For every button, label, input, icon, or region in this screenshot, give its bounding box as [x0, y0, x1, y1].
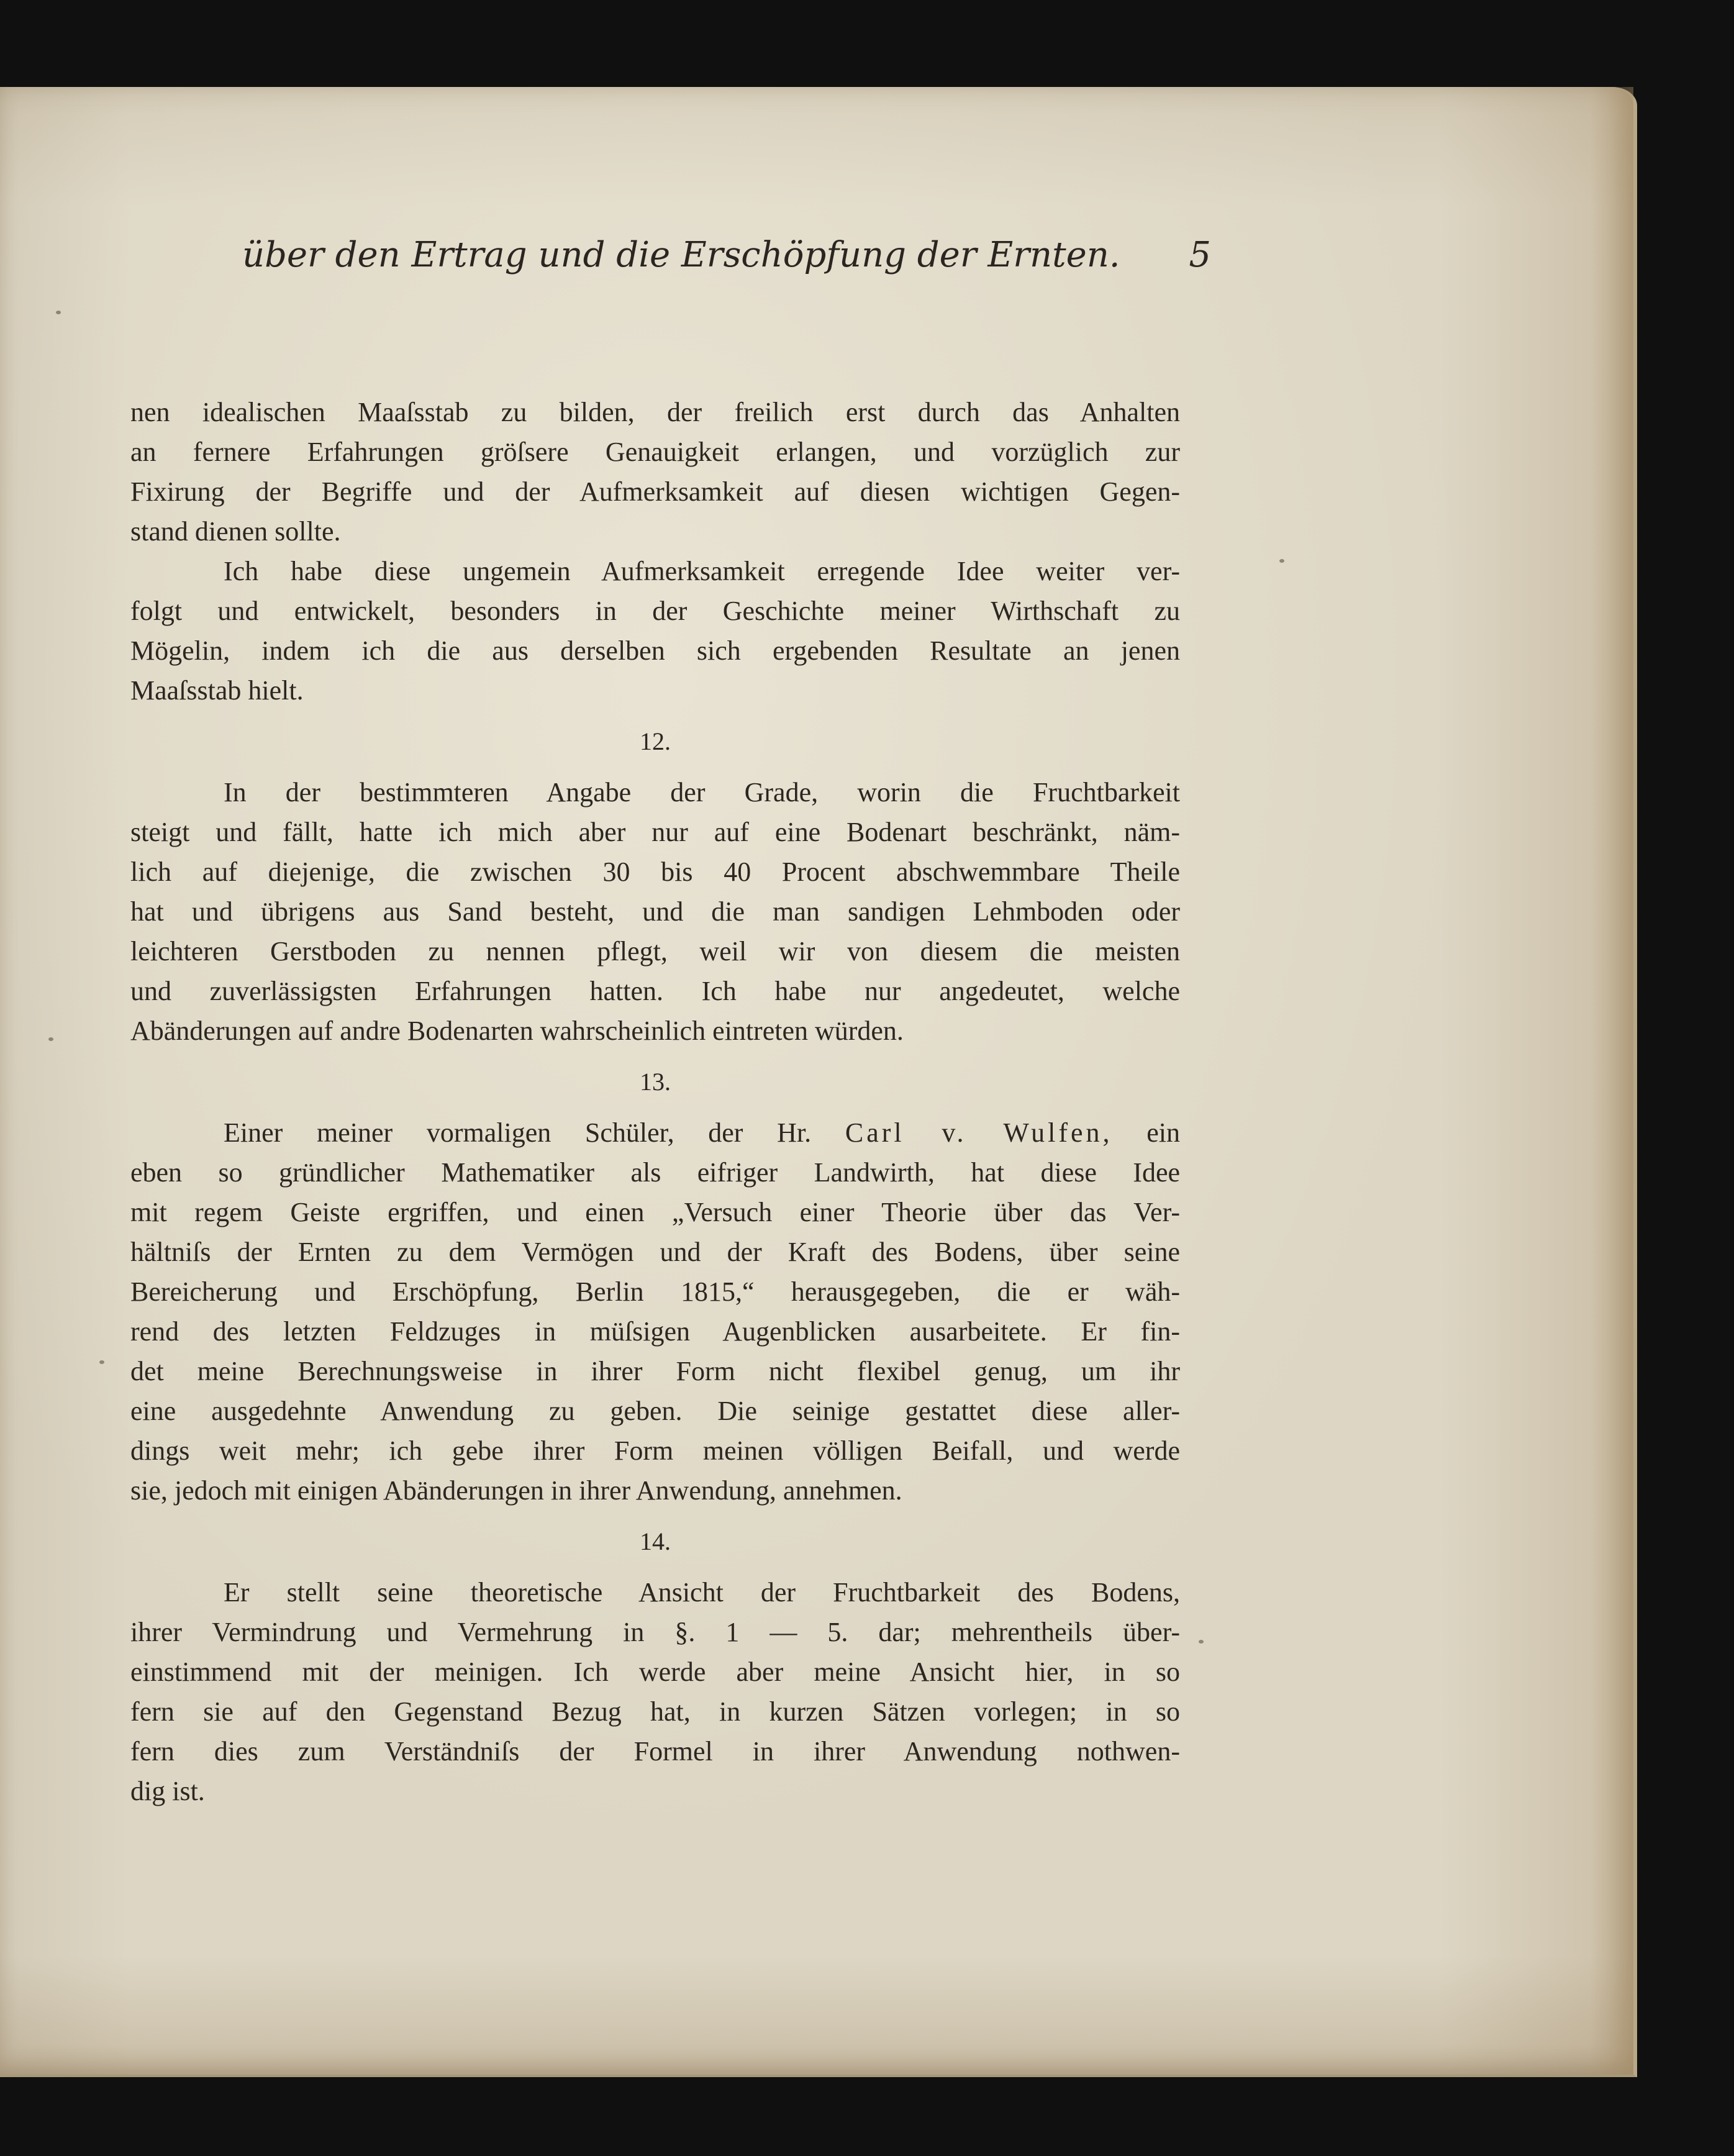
text-line: rend des letzten Feldzuges in müſsigen Augenblicken ausarbeitete. Er fin-	[130, 1316, 1180, 1347]
section-number: 14.	[640, 1527, 671, 1555]
text-line: lich auf diejenige, die zwischen 30 bis 40 Procent abschwemmbare Theile	[130, 857, 1180, 887]
page-torn-edge	[1590, 87, 1633, 2075]
paper-speck	[48, 1037, 53, 1041]
text-line: ihrer Vermindrung und Vermehrung in §. 1 — 5. dar; mehrentheils über-	[130, 1617, 1180, 1647]
text-line: In der bestimmteren Angabe der Grade, worin die Fruchtbarkeit	[224, 777, 1180, 807]
paper-speck	[56, 311, 61, 314]
text-line: Fixirung der Begriffe und der Aufmerksamkeit auf diesen wichtigen Gegen-	[130, 476, 1180, 507]
text-line: Ich habe diese ungemein Aufmerksamkeit erregende Idee weiter ver-	[224, 556, 1180, 586]
text-line: dings weit mehr; ich gebe ihrer Form meinen völligen Beifall, und werde	[130, 1435, 1180, 1466]
text-line: an fernere Erfahrungen gröſsere Genauigkeit erlangen, und vorzüglich zur	[130, 437, 1180, 467]
text-line: hältniſs der Ernten zu dem Vermögen und der Kraft des Bodens, über seine	[130, 1237, 1180, 1267]
text-line: einstimmend mit der meinigen. Ich werde aber meine Ansicht hier, in so	[130, 1657, 1180, 1687]
text-line: Maaſsstab hielt.	[130, 675, 304, 706]
text-line: eine ausgedehnte Anwendung zu geben. Die seinige gestattet diese aller-	[130, 1396, 1180, 1426]
text-line: fern dies zum Verständniſs der Formel in ihrer Anwendung nothwen-	[130, 1736, 1180, 1767]
text-line: hat und übrigens aus Sand besteht, und die man sandigen Lehmboden oder	[130, 896, 1180, 927]
text-line: eben so gründlicher Mathematiker als eifriger Landwirth, hat diese Idee	[130, 1157, 1180, 1188]
page-number: 5	[1189, 235, 1211, 275]
running-title: über den Ertrag und die Erschöpfung der Ernten.	[242, 235, 1120, 275]
author-name-spaced: Carl v. Wulfen,	[845, 1117, 1113, 1148]
text-line: dig ist.	[130, 1776, 205, 1806]
page-body	[130, 393, 1180, 1811]
book-page	[0, 87, 1637, 2077]
text-line: folgt und entwickelt, besonders in der Geschichte meiner Wirthschaft zu	[130, 596, 1180, 626]
text-line-with-name	[130, 1113, 1180, 1153]
text-line: stand dienen sollte.	[130, 516, 341, 547]
text-line: steigt und fällt, hatte ich mich aber nur auf eine Bodenart beschränkt, näm-	[130, 817, 1180, 847]
text-line: sie, jedoch mit einigen Abänderungen in ihrer Anwendung, annehmen.	[130, 1475, 902, 1506]
text-line: Abänderungen auf andre Bodenarten wahrscheinlich eintreten würden.	[130, 1016, 904, 1046]
text-line: mit regem Geiste ergriffen, und einen „Versuch einer Theorie über das Ver-	[130, 1197, 1180, 1227]
text-line: Mögelin, indem ich die aus derselben sich ergebenden Resultate an jenen	[130, 635, 1180, 666]
paper-speck	[1279, 559, 1284, 563]
section-number: 12.	[640, 727, 671, 755]
paper-speck	[1199, 1640, 1204, 1644]
text-line: und zuverlässigsten Erfahrungen hatten. Ich habe nur angedeutet, welche	[130, 976, 1180, 1006]
text-line: det meine Berechnungsweise in ihrer Form nicht flexibel genug, um ihr	[130, 1356, 1180, 1386]
page-header	[242, 235, 1211, 303]
section-number: 13.	[640, 1068, 671, 1096]
text-fragment: ein	[1146, 1117, 1180, 1148]
text-line: Bereicherung und Erschöpfung, Berlin 1815,“ herausgegeben, die er wäh-	[130, 1276, 1180, 1307]
text-line: fern sie auf den Gegenstand Bezug hat, in kurzen Sätzen vorlegen; in so	[130, 1696, 1180, 1727]
text-line: leichteren Gerstboden zu nennen pflegt, weil wir von diesem die meisten	[130, 936, 1180, 967]
paper-speck	[99, 1360, 104, 1364]
text-line: Er stellt seine theoretische Ansicht der Fruchtbarkeit des Bodens,	[224, 1577, 1180, 1608]
text-line: nen idealischen Maaſsstab zu bilden, der freilich erst durch das Anhalten	[130, 397, 1180, 427]
text-fragment: Einer meiner vormaligen Schüler, der Hr.	[224, 1117, 812, 1148]
